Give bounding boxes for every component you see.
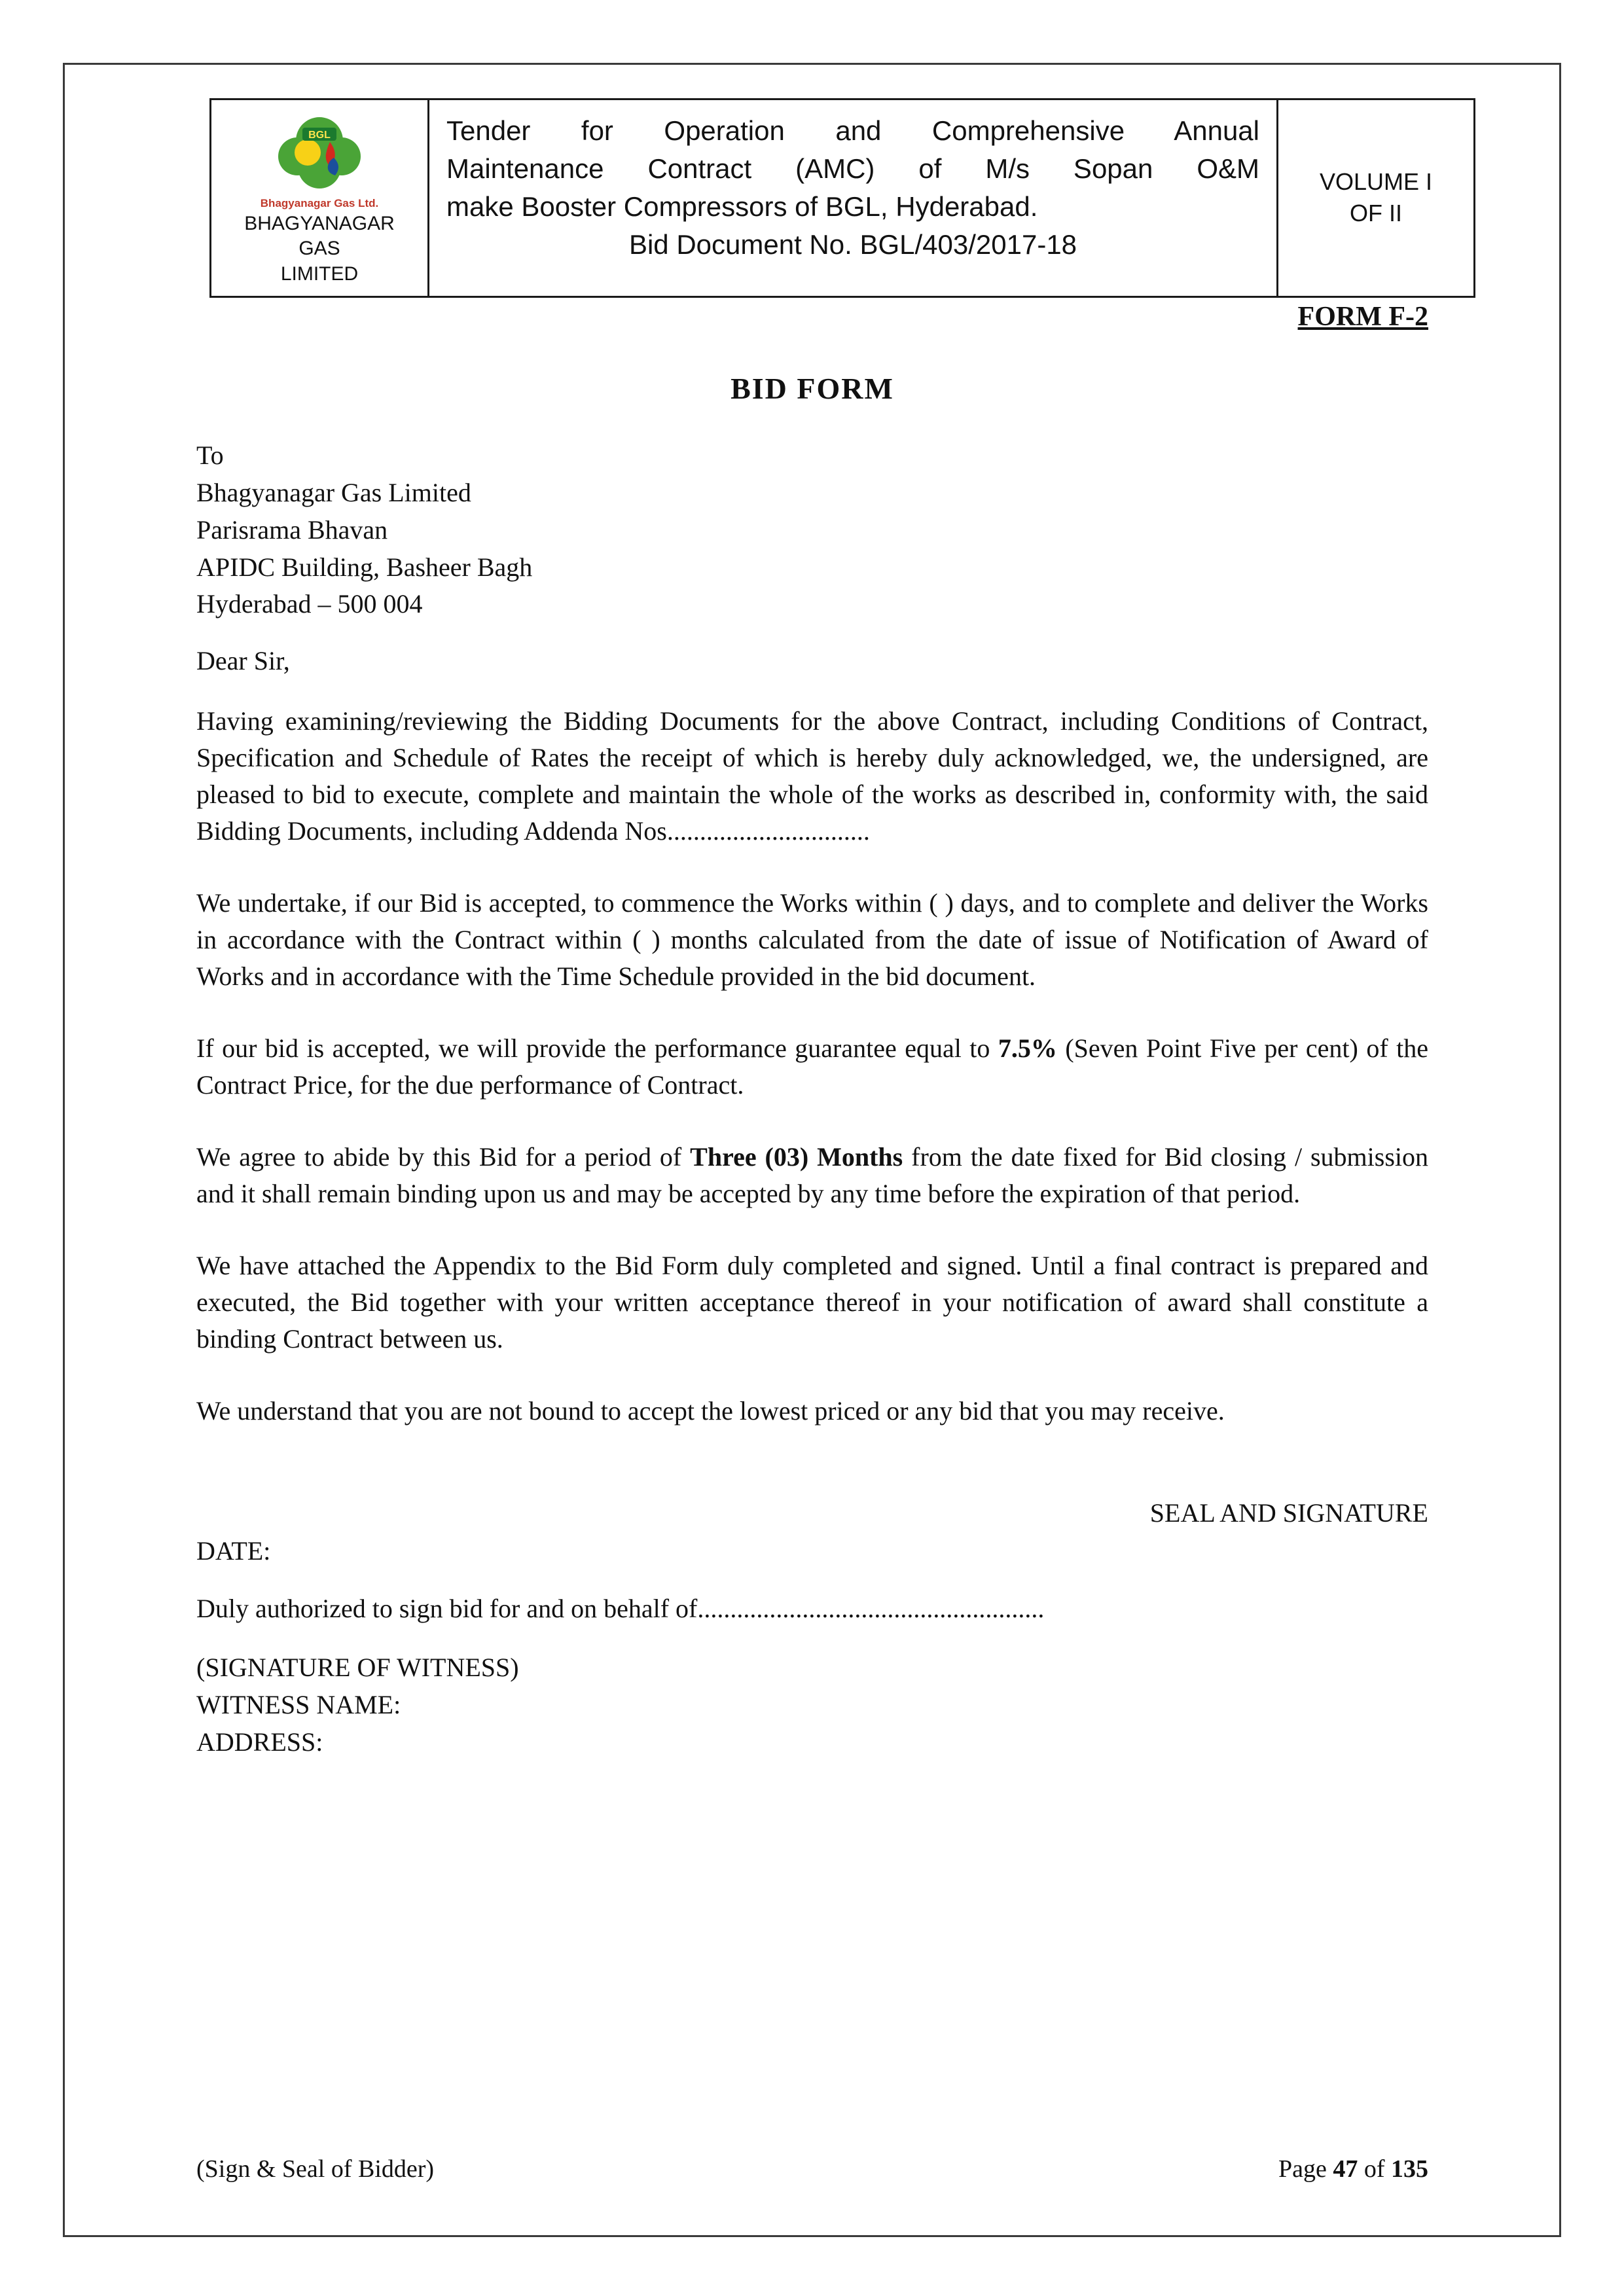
address-to: To	[196, 440, 224, 471]
logo-cell	[211, 100, 427, 296]
address-line: Parisrama Bhavan	[196, 514, 388, 545]
logo-tagline: Bhagyanagar Gas Ltd.	[260, 197, 379, 209]
authorized-signatory-line: Duly authorized to sign bid for and on behalf of.....................................................	[196, 1594, 1045, 1624]
witness-name-label: WITNESS NAME:	[196, 1689, 401, 1719]
address-block	[196, 437, 1428, 623]
address-line: APIDC Building, Basheer Bagh	[196, 552, 533, 582]
company-name-line2: LIMITED	[280, 263, 359, 285]
paragraph-text: We agree to abide by this Bid for a period of	[196, 1142, 691, 1172]
footer-sign-seal: (Sign & Seal of Bidder)	[196, 2155, 435, 2183]
witness-address-label: ADDRESS:	[196, 1727, 323, 1757]
salutation: Dear Sir,	[196, 646, 290, 676]
paragraph-bidding-documents: Having examining/reviewing the Bidding Documents for the above Contract, including Conditions of Contract, Specification and Schedule of Rates the receipt of which is hereby duly acknowledged, we, the undersigned, are pleased to bid to execute, complete and maintain the whole of the works as described in, conformity with, the said Bidding Documents, including Addenda Nos...............................	[196, 706, 1428, 846]
paragraph-lowest-bid: We understand that you are not bound to accept the lowest priced or any bid that you may receive.	[196, 1396, 1225, 1426]
svg-text:BGL: BGL	[308, 130, 331, 141]
volume-line2: OF II	[1350, 200, 1402, 227]
form-number-label: FORM F-2	[1297, 302, 1428, 332]
seal-and-signature-label: SEAL AND SIGNATURE	[1149, 1498, 1428, 1528]
header-table	[209, 98, 1475, 298]
page-footer	[196, 2155, 1428, 2183]
tender-title-line: Maintenance Contract (AMC) of M/s Sopan O&M	[446, 152, 1259, 184]
validity-period: Three (03) Months	[690, 1142, 903, 1172]
paragraph-bid-validity	[196, 1139, 1428, 1212]
footer-page-indicator	[1278, 2155, 1428, 2183]
witness-signature-label: (SIGNATURE OF WITNESS)	[196, 1653, 519, 1683]
tender-title-line: make Booster Compressors of BGL, Hyderabad.	[446, 190, 1038, 222]
document-body	[196, 298, 1428, 1761]
page-word: Page	[1278, 2155, 1333, 2183]
date-label: DATE:	[196, 1536, 271, 1566]
paragraph-text: (Seven Point Five per cent) of the Contract Price, for the due performance of Contract.	[196, 1033, 1428, 1100]
volume-cell	[1278, 100, 1473, 296]
page-total: 135	[1391, 2155, 1428, 2183]
witness-block	[196, 1649, 1428, 1761]
address-line: Hyderabad – 500 004	[196, 589, 423, 619]
paragraph-text: from the date fixed for Bid closing / submission and it shall remain binding upon us and may be accepted by any time before the expiration of that period.	[196, 1142, 1429, 1209]
guarantee-percent: 7.5%	[998, 1033, 1057, 1064]
paragraph-appendix: We have attached the Appendix to the Bid Form duly completed and signed. Until a final contract is prepared and executed, the Bid together with your written acceptance thereof in your notification of award shall constitute a binding Contract between us.	[196, 1251, 1428, 1354]
header-title-cell	[427, 100, 1278, 296]
address-line: Bhagyanagar Gas Limited	[196, 477, 471, 507]
paragraph-undertake: We undertake, if our Bid is accepted, to commence the Works within ( ) days, and to complete and deliver the Works in accordance with the Contract within ( ) months calculated from the date of issue of Notification of Award of Works and in accordance with the Time Schedule provided in the bid document.	[196, 888, 1428, 992]
tender-title-line: Tender for Operation and Comprehensive Annual	[446, 115, 1259, 146]
page-number: 47	[1333, 2155, 1358, 2183]
form-title: BID FORM	[731, 371, 894, 405]
company-name-line1: BHAGYANAGAR GAS	[244, 213, 395, 259]
volume-line1: VOLUME I	[1319, 168, 1433, 195]
bid-document-number: Bid Document No. BGL/403/2017-18	[628, 228, 1077, 260]
page-of: of	[1358, 2155, 1391, 2183]
paragraph-text: If our bid is accepted, we will provide the performance guarantee equal to	[196, 1033, 998, 1064]
company-logo-icon	[267, 109, 372, 201]
paragraph-performance-guarantee	[196, 1030, 1428, 1103]
